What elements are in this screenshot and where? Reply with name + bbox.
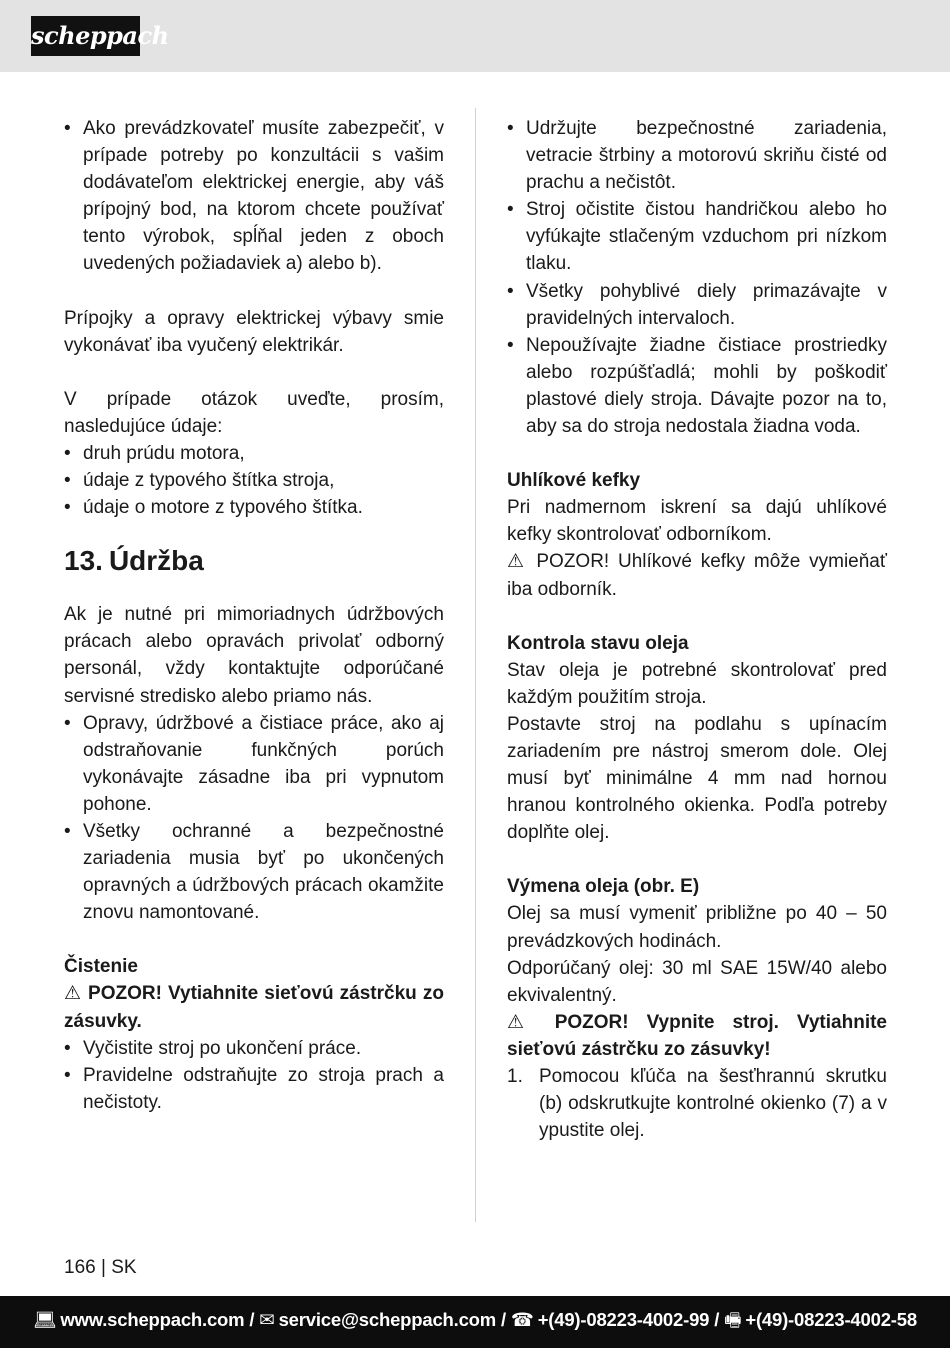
list-item: • Všetky pohyblivé diely primazávajte v pravidelných intervaloch.: [507, 278, 887, 332]
paragraph-questions: V prípade otázok uveďte, prosím, nasledujúce údaje:: [64, 388, 444, 437]
footer-phone: +(49)-08223-4002-99 /: [537, 1309, 720, 1330]
footer-web-link[interactable]: www.scheppach.com /: [60, 1309, 255, 1330]
oil-change-text: Olej sa musí vymeniť približne po 40 – 50 prevádzkových hodinách.: [507, 903, 887, 952]
section-heading: [64, 544, 444, 578]
list-item: • Nepoužívajte žiadne čistiace prostriedky alebo rozpúšťadlá; mohli by poškodiť plastové diely stroja. Dávajte pozor na to, aby sa do stroja nedostala žiadna voda.: [507, 332, 887, 440]
oil-check-heading: Kontrola stavu oleja: [507, 632, 689, 654]
column-divider: [475, 108, 476, 1222]
bullet-list: [64, 1035, 444, 1116]
list-item: • údaje o motore z typového štítka.: [64, 494, 444, 521]
envelope-icon: ✉︎: [259, 1309, 275, 1330]
right-column: [507, 115, 887, 1144]
paragraph-electrician: Prípojky a opravy elektrickej výbavy smie vykonávať iba vyučený elektrikár.: [64, 307, 444, 356]
oil-change-warning: [507, 1009, 887, 1063]
list-item: • Vyčistite stroj po ukončení práce.: [64, 1035, 444, 1062]
page-footer: [0, 1296, 950, 1348]
oil-check-text: Postavte stroj na podlahu s upínacím zariadením pre nástroj smerom dole. Olej musí byť minimálne 4 mm nad hornou hranou kontrolného okienka. Podľa potreby doplňte olej.: [507, 713, 887, 844]
oil-change-heading: Výmena oleja (obr. E): [507, 876, 700, 898]
list-item: • Všetky ochranné a bezpečnostné zariadenia musia byť po ukončených opravných a údržbových prácach okamžite znovu namontované.: [64, 818, 444, 926]
brushes-warning: [507, 548, 887, 602]
step-text: Pomocou kľúča na šesťhrannú skrutku (b) odskrutkujte kontrolné okienko (7) a v ypustite olej.: [539, 1066, 887, 1142]
warning-icon: ⚠: [507, 1011, 537, 1033]
warning-text: POZOR! Vypnite stroj. Vytiahnite sieťovú zástrčku zo zásuvky!: [507, 1011, 887, 1060]
warning-text: POZOR! Uhlíkové kefky môže vymieňať iba odborník.: [507, 551, 888, 600]
list-item: • údaje z typového štítka stroja,: [64, 467, 444, 494]
page-header: [0, 0, 950, 72]
list-item: • Udržujte bezpečnostné zariadenia, vetracie štrbiny a motorovú skriňu čisté od prachu a nečistôt.: [507, 115, 887, 196]
numbered-list: [507, 1063, 887, 1144]
brushes-text: Pri nadmernom iskrení sa dajú uhlíkové kefky skontrolovať odborníkom.: [507, 497, 887, 546]
phone-icon: ☎︎: [510, 1309, 534, 1330]
left-column: [64, 115, 444, 1116]
footer-fax: +(49)-08223-4002-58: [745, 1309, 917, 1330]
paragraph-maintenance: Ak je nutné pri mimoriadnych údržbových prácach alebo opravách privolať odborný personál, vždy kontaktujte odporúčané servisné stredisko alebo priamo nás.: [64, 604, 444, 707]
list-item: • Ako prevádzkovateľ musíte zabezpečiť, v prípade potreby po konzultácii s vašim dodávateľom elektrickej energie, aby váš prípojný bod, na ktorom chcete používať tento výrobok, spĺňal jeden z oboch uvedených požiadaviek a) alebo b).: [64, 115, 444, 278]
fax-icon: 🖷︎: [724, 1309, 742, 1330]
bullet-list: [64, 710, 444, 927]
warning-icon: ⚠: [507, 551, 528, 573]
oil-change-text: Odporúčaný olej: 30 ml SAE 15W/40 alebo ekvivalentný.: [507, 957, 887, 1006]
section-number: 13.: [64, 545, 103, 577]
section-title: Údržba: [108, 545, 204, 577]
cleaning-warning: [64, 980, 444, 1034]
bullet-list: [64, 115, 444, 278]
list-item: [507, 1063, 887, 1144]
list-item: • Pravidelne odstraňujte zo stroja prach a nečistoty.: [64, 1062, 444, 1116]
oil-check-text: Stav oleja je potrebné skontrolovať pred každým použitím stroja.: [507, 659, 887, 708]
warning-text: POZOR! Vytiahnite sieťovú zástrčku zo zásuvky.: [64, 983, 445, 1032]
step-number: 1.: [507, 1066, 523, 1087]
computer-icon: 💻︎: [33, 1309, 57, 1330]
list-item: • Stroj očistite čistou handričkou alebo ho vyfúkajte stlačeným vzduchom pri nízkom tlaku.: [507, 196, 887, 277]
cleaning-heading: Čistenie: [64, 956, 138, 978]
warning-icon: ⚠: [64, 983, 82, 1005]
bullet-list: [64, 440, 444, 521]
scheppach-logo: scheppach: [31, 16, 140, 56]
bullet-list: [507, 115, 887, 440]
list-item: • druh prúdu motora,: [64, 440, 444, 467]
footer-email-link[interactable]: service@scheppach.com /: [278, 1309, 506, 1330]
page-number: 166 | SK: [64, 1257, 137, 1278]
list-item: • Opravy, údržbové a čistiace práce, ako aj odstraňovanie funkčných porúch vykonávajte zásadne iba pri vypnutom pohone.: [64, 710, 444, 818]
brushes-heading: Uhlíkové kefky: [507, 470, 641, 492]
